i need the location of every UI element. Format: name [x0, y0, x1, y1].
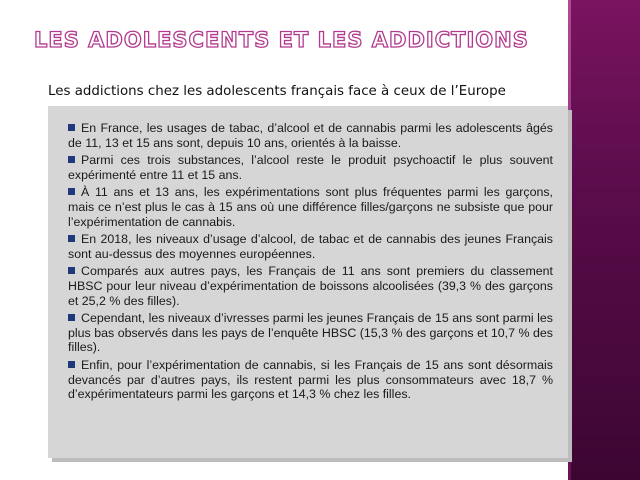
bullet-text: En 2018, les niveaux d’usage d’alcool, de tabac et de cannabis des jeunes Français sont au-dessus des moyennes européennes.: [68, 232, 553, 261]
square-bullet-icon: [68, 314, 75, 321]
slide-title: LES ADOLESCENTS ET LES ADDICTIONS: [34, 28, 529, 52]
slide-subtitle: Les addictions chez les adolescents français face à ceux de l’Europe: [48, 84, 506, 99]
bullet-text: Enfin, pour l’expérimentation de cannabis, si les Français de 15 ans sont désormais devancés par d’autres pays, ils restent parmi les plus consommateurs avec 18,7 % d’expérimentateurs parmi les garçons et 14,3 % chez les filles.: [68, 357, 553, 402]
bullet-text: Cependant, les niveaux d’ivresses parmi les jeunes Français de 15 ans sont parmi les plus bas observés dans les pays de l’enquête HBSC (15,3 % des garçons et 10,7 % des filles).: [68, 311, 553, 355]
bullet-text: Parmi ces trois substances, l’alcool reste le produit psychoactif le plus souvent expérimenté entre 11 et 15 ans.: [68, 153, 553, 182]
bullet-item: [68, 185, 553, 229]
bullet-item: [68, 153, 553, 182]
bullet-list: [48, 106, 568, 402]
bullet-item: [68, 264, 553, 308]
content-box: [48, 106, 568, 458]
square-bullet-icon: [68, 188, 75, 195]
bullet-text: En France, les usages de tabac, d’alcool et de cannabis parmi les adolescents âgés de 11, 13 et 15 ans sont, depuis 10 ans, orientés à la baisse.: [68, 121, 553, 150]
square-bullet-icon: [68, 267, 75, 274]
square-bullet-icon: [68, 124, 75, 131]
square-bullet-icon: [68, 361, 75, 368]
bullet-text: À 11 ans et 13 ans, les expérimentations sont plus fréquentes parmi les garçons, mais ce n’est plus le cas à 15 ans où une différence filles/garçons ne subsiste que pour l’expérimentation de cannabis.: [68, 185, 553, 229]
side-decoration-band: [568, 0, 640, 480]
square-bullet-icon: [68, 156, 75, 163]
bullet-text: Comparés aux autres pays, les Français de 11 ans sont premiers du classement HBSC pour leur niveau d’expérimentation de boissons alcoolisées (39,3 % des garçons et 25,2 % des filles).: [68, 264, 553, 308]
bullet-item: [68, 232, 553, 261]
bullet-item: [68, 358, 553, 402]
bullet-item: [68, 311, 553, 355]
square-bullet-icon: [68, 235, 75, 242]
bullet-item: [68, 121, 553, 150]
